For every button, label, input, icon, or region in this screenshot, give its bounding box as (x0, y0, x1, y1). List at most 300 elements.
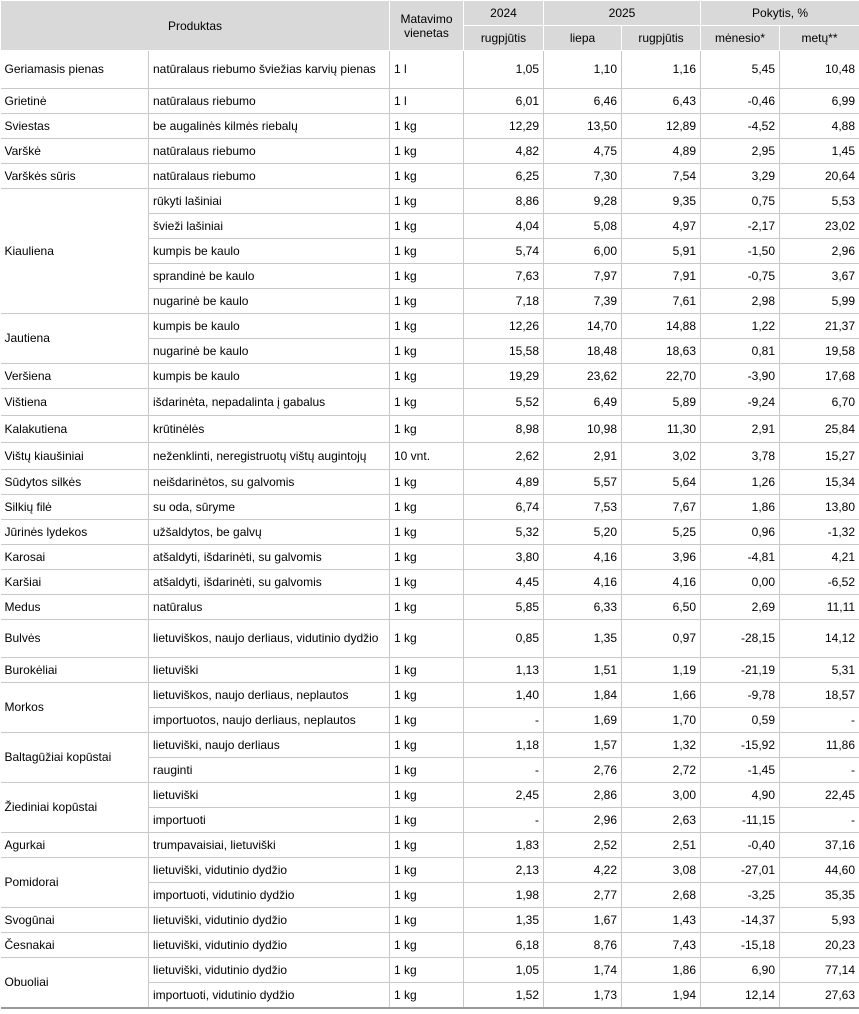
price-aug-2024: 3,80 (464, 545, 544, 570)
monthly-change: 6,90 (701, 958, 780, 983)
yearly-change: - (780, 808, 859, 833)
monthly-change: -3,25 (701, 883, 780, 908)
unit-cell: 1 kg (390, 314, 464, 339)
price-aug-2025: 5,25 (622, 520, 701, 545)
price-aug-2024: 8,86 (464, 189, 544, 214)
price-jul-2025: 14,70 (544, 314, 622, 339)
monthly-change: 0,81 (701, 339, 780, 364)
product-group: Burokėliai (1, 658, 149, 683)
price-aug-2025: 5,89 (622, 389, 701, 416)
monthly-change: -0,75 (701, 264, 780, 289)
yearly-change: 14,12 (780, 620, 859, 658)
yearly-change: 20,23 (780, 933, 859, 958)
unit-cell: 1 kg (390, 883, 464, 908)
table-row (1, 783, 859, 808)
product-group: Varškės sūris (1, 164, 149, 189)
product-group: Karšiai (1, 570, 149, 595)
price-jul-2025: 1,35 (544, 620, 622, 658)
price-aug-2024: 5,32 (464, 520, 544, 545)
monthly-change: -28,15 (701, 620, 780, 658)
price-aug-2024: - (464, 758, 544, 783)
price-aug-2025: 2,72 (622, 758, 701, 783)
product-description: natūralaus riebumo (149, 89, 390, 114)
table-row (1, 189, 859, 214)
price-jul-2025: 8,76 (544, 933, 622, 958)
table-row (1, 858, 859, 883)
yearly-change: 6,70 (780, 389, 859, 416)
product-description: užšaldytos, be galvų (149, 520, 390, 545)
product-description: lietuviški, vidutinio dydžio (149, 933, 390, 958)
product-group: Jautiena (1, 314, 149, 364)
product-group: Medus (1, 595, 149, 620)
price-aug-2025: 3,96 (622, 545, 701, 570)
product-description: lietuviškos, naujo derliaus, vidutinio dydžio (149, 620, 390, 658)
yearly-change: 5,31 (780, 658, 859, 683)
monthly-change: -11,15 (701, 808, 780, 833)
header-monthly-change: mėnesio* (701, 26, 780, 51)
price-jul-2025: 7,97 (544, 264, 622, 289)
product-description: rauginti (149, 758, 390, 783)
unit-cell: 1 l (390, 51, 464, 89)
monthly-change: -1,50 (701, 239, 780, 264)
product-group: Vištų kiaušiniai (1, 443, 149, 470)
price-aug-2025: 3,02 (622, 443, 701, 470)
unit-cell: 1 kg (390, 570, 464, 595)
product-description: lietuviški, naujo derliaus (149, 733, 390, 758)
price-aug-2024: - (464, 708, 544, 733)
product-group: Sviestas (1, 114, 149, 139)
price-aug-2024: 1,52 (464, 983, 544, 1009)
yearly-change: 35,35 (780, 883, 859, 908)
monthly-change: -15,92 (701, 733, 780, 758)
monthly-change: -15,18 (701, 933, 780, 958)
product-description: lietuviškos, naujo derliaus, neplautos (149, 683, 390, 708)
product-description: natūralus (149, 595, 390, 620)
product-group: Varškė (1, 139, 149, 164)
price-jul-2025: 1,67 (544, 908, 622, 933)
table-row (1, 314, 859, 339)
table-row (1, 620, 859, 658)
price-jul-2025: 5,08 (544, 214, 622, 239)
table-body (1, 51, 859, 1009)
price-aug-2025: 14,88 (622, 314, 701, 339)
price-aug-2025: 7,91 (622, 264, 701, 289)
product-description: sprandinė be kaulo (149, 264, 390, 289)
price-aug-2024: 4,04 (464, 214, 544, 239)
price-jul-2025: 6,49 (544, 389, 622, 416)
yearly-change: 13,80 (780, 495, 859, 520)
unit-cell: 1 kg (390, 339, 464, 364)
price-aug-2024: 5,74 (464, 239, 544, 264)
product-group: Vištiena (1, 389, 149, 416)
price-jul-2025: 5,57 (544, 470, 622, 495)
price-aug-2024: 12,26 (464, 314, 544, 339)
table-row (1, 416, 859, 443)
yearly-change: 21,37 (780, 314, 859, 339)
monthly-change: -4,81 (701, 545, 780, 570)
table-row (1, 114, 859, 139)
unit-cell: 1 kg (390, 908, 464, 933)
monthly-change: 1,86 (701, 495, 780, 520)
header-aug-2025: rugpjūtis (622, 26, 701, 51)
yearly-change: 4,21 (780, 545, 859, 570)
product-description: trumpavaisiai, lietuviški (149, 833, 390, 858)
yearly-change: 5,53 (780, 189, 859, 214)
monthly-change: 2,69 (701, 595, 780, 620)
table-row (1, 933, 859, 958)
product-group: Jūrinės lydekos (1, 520, 149, 545)
price-jul-2025: 4,22 (544, 858, 622, 883)
price-aug-2024: 4,89 (464, 470, 544, 495)
price-aug-2024: 1,05 (464, 958, 544, 983)
yearly-change: 1,45 (780, 139, 859, 164)
product-description: kumpis be kaulo (149, 314, 390, 339)
monthly-change: -9,24 (701, 389, 780, 416)
table-row (1, 833, 859, 858)
product-description: krūtinėlės (149, 416, 390, 443)
unit-cell: 1 kg (390, 239, 464, 264)
yearly-change: 23,02 (780, 214, 859, 239)
unit-cell: 1 kg (390, 289, 464, 314)
price-aug-2024: 1,18 (464, 733, 544, 758)
price-jul-2025: 7,30 (544, 164, 622, 189)
yearly-change: 11,11 (780, 595, 859, 620)
price-aug-2025: 1,66 (622, 683, 701, 708)
price-aug-2024: 6,74 (464, 495, 544, 520)
price-jul-2025: 7,53 (544, 495, 622, 520)
yearly-change: 77,14 (780, 958, 859, 983)
price-aug-2025: 2,51 (622, 833, 701, 858)
price-aug-2024: 1,35 (464, 908, 544, 933)
price-aug-2025: 11,30 (622, 416, 701, 443)
table-row (1, 364, 859, 389)
unit-cell: 10 vnt. (390, 443, 464, 470)
unit-cell: 1 kg (390, 758, 464, 783)
price-jul-2025: 1,84 (544, 683, 622, 708)
price-jul-2025: 4,16 (544, 545, 622, 570)
product-description: su oda, sūryme (149, 495, 390, 520)
table-row (1, 389, 859, 416)
price-jul-2025: 7,39 (544, 289, 622, 314)
table-row (1, 51, 859, 89)
price-aug-2025: 5,91 (622, 239, 701, 264)
yearly-change: 25,84 (780, 416, 859, 443)
product-description: kumpis be kaulo (149, 239, 390, 264)
unit-cell: 1 kg (390, 858, 464, 883)
monthly-change: -27,01 (701, 858, 780, 883)
price-jul-2025: 2,76 (544, 758, 622, 783)
price-aug-2025: 5,64 (622, 470, 701, 495)
table-row (1, 89, 859, 114)
price-aug-2024: 1,05 (464, 51, 544, 89)
price-aug-2025: 4,89 (622, 139, 701, 164)
price-aug-2025: 4,16 (622, 570, 701, 595)
yearly-change: - (780, 758, 859, 783)
monthly-change: -0,46 (701, 89, 780, 114)
unit-cell: 1 kg (390, 416, 464, 443)
price-jul-2025: 2,91 (544, 443, 622, 470)
monthly-change: 2,95 (701, 139, 780, 164)
monthly-change: -14,37 (701, 908, 780, 933)
yearly-change: 19,58 (780, 339, 859, 364)
unit-cell: 1 kg (390, 264, 464, 289)
yearly-change: 15,27 (780, 443, 859, 470)
price-aug-2025: 18,63 (622, 339, 701, 364)
monthly-change: 0,96 (701, 520, 780, 545)
yearly-change: -1,32 (780, 520, 859, 545)
product-group: Pomidorai (1, 858, 149, 908)
product-description: kumpis be kaulo (149, 364, 390, 389)
price-aug-2024: 1,40 (464, 683, 544, 708)
table-row (1, 595, 859, 620)
unit-cell: 1 kg (390, 658, 464, 683)
yearly-change: 3,67 (780, 264, 859, 289)
yearly-change: 22,45 (780, 783, 859, 808)
price-jul-2025: 1,73 (544, 983, 622, 1009)
product-description: importuotos, naujo derliaus, neplautos (149, 708, 390, 733)
product-description: natūralaus riebumo (149, 139, 390, 164)
product-group: Bulvės (1, 620, 149, 658)
yearly-change: 20,64 (780, 164, 859, 189)
unit-cell: 1 l (390, 89, 464, 114)
price-aug-2025: 3,08 (622, 858, 701, 883)
unit-cell: 1 kg (390, 595, 464, 620)
price-aug-2025: 1,86 (622, 958, 701, 983)
monthly-change: 5,45 (701, 51, 780, 89)
price-aug-2025: 6,50 (622, 595, 701, 620)
table-row (1, 683, 859, 708)
price-aug-2025: 3,00 (622, 783, 701, 808)
monthly-change: 1,26 (701, 470, 780, 495)
price-jul-2025: 2,52 (544, 833, 622, 858)
price-jul-2025: 6,46 (544, 89, 622, 114)
unit-cell: 1 kg (390, 733, 464, 758)
product-description: lietuviški (149, 658, 390, 683)
unit-cell: 1 kg (390, 495, 464, 520)
table-row (1, 658, 859, 683)
price-aug-2024: 1,98 (464, 883, 544, 908)
price-jul-2025: 2,96 (544, 808, 622, 833)
product-group: Grietinė (1, 89, 149, 114)
monthly-change: 4,90 (701, 783, 780, 808)
table-row (1, 443, 859, 470)
unit-cell: 1 kg (390, 470, 464, 495)
product-group: Agurkai (1, 833, 149, 858)
product-description: lietuviški, vidutinio dydžio (149, 858, 390, 883)
price-aug-2025: 1,32 (622, 733, 701, 758)
product-group: Česnakai (1, 933, 149, 958)
monthly-change: 0,75 (701, 189, 780, 214)
monthly-change: -4,52 (701, 114, 780, 139)
price-aug-2025: 0,97 (622, 620, 701, 658)
product-group: Geriamasis pienas (1, 51, 149, 89)
price-aug-2024: 2,13 (464, 858, 544, 883)
product-description: nugarinė be kaulo (149, 339, 390, 364)
price-jul-2025: 1,69 (544, 708, 622, 733)
product-group: Silkių filė (1, 495, 149, 520)
yearly-change: 5,99 (780, 289, 859, 314)
unit-cell: 1 kg (390, 783, 464, 808)
price-jul-2025: 13,50 (544, 114, 622, 139)
product-description: lietuviški, vidutinio dydžio (149, 908, 390, 933)
yearly-change: 44,60 (780, 858, 859, 883)
yearly-change: 5,93 (780, 908, 859, 933)
monthly-change: 3,78 (701, 443, 780, 470)
product-description: atšaldyti, išdarinėti, su galvomis (149, 570, 390, 595)
unit-cell: 1 kg (390, 114, 464, 139)
yearly-change: 2,96 (780, 239, 859, 264)
table-row (1, 733, 859, 758)
table-row (1, 164, 859, 189)
yearly-change: 18,57 (780, 683, 859, 708)
price-jul-2025: 5,20 (544, 520, 622, 545)
price-aug-2025: 1,43 (622, 908, 701, 933)
price-aug-2024: 7,63 (464, 264, 544, 289)
price-aug-2024: 2,62 (464, 443, 544, 470)
price-aug-2025: 2,68 (622, 883, 701, 908)
product-group: Baltagūžiai kopūstai (1, 733, 149, 783)
header-yearly-change: metų** (780, 26, 859, 51)
product-description: neženklinti, neregistruotų vištų augintojų (149, 443, 390, 470)
price-aug-2024: 8,98 (464, 416, 544, 443)
price-jul-2025: 4,75 (544, 139, 622, 164)
product-description: neišdarinėtos, su galvomis (149, 470, 390, 495)
product-description: išdarinėta, nepadalinta į gabalus (149, 389, 390, 416)
price-aug-2024: 7,18 (464, 289, 544, 314)
price-aug-2025: 22,70 (622, 364, 701, 389)
price-aug-2024: 4,82 (464, 139, 544, 164)
unit-cell: 1 kg (390, 983, 464, 1009)
price-aug-2025: 7,67 (622, 495, 701, 520)
unit-cell: 1 kg (390, 389, 464, 416)
table-row (1, 570, 859, 595)
unit-cell: 1 kg (390, 189, 464, 214)
unit-cell: 1 kg (390, 708, 464, 733)
product-group: Kiauliena (1, 189, 149, 314)
unit-cell: 1 kg (390, 164, 464, 189)
yearly-change: 4,88 (780, 114, 859, 139)
monthly-change: 2,98 (701, 289, 780, 314)
monthly-change: -1,45 (701, 758, 780, 783)
unit-cell: 1 kg (390, 808, 464, 833)
price-jul-2025: 2,77 (544, 883, 622, 908)
price-aug-2025: 4,97 (622, 214, 701, 239)
price-aug-2024: - (464, 808, 544, 833)
product-group: Veršiena (1, 364, 149, 389)
unit-cell: 1 kg (390, 520, 464, 545)
product-description: natūralaus riebumo šviežias karvių pienas (149, 51, 390, 89)
yearly-change: -6,52 (780, 570, 859, 595)
unit-cell: 1 kg (390, 958, 464, 983)
product-description: importuoti (149, 808, 390, 833)
price-jul-2025: 2,86 (544, 783, 622, 808)
product-description: be augalinės kilmės riebalų (149, 114, 390, 139)
unit-cell: 1 kg (390, 214, 464, 239)
yearly-change: - (780, 708, 859, 733)
price-aug-2024: 6,01 (464, 89, 544, 114)
price-aug-2024: 1,13 (464, 658, 544, 683)
price-aug-2025: 2,63 (622, 808, 701, 833)
product-group: Karosai (1, 545, 149, 570)
price-aug-2024: 5,52 (464, 389, 544, 416)
price-aug-2024: 6,25 (464, 164, 544, 189)
price-aug-2025: 1,19 (622, 658, 701, 683)
yearly-change: 37,16 (780, 833, 859, 858)
yearly-change: 15,34 (780, 470, 859, 495)
yearly-change: 6,99 (780, 89, 859, 114)
price-jul-2025: 9,28 (544, 189, 622, 214)
table-row (1, 139, 859, 164)
unit-cell: 1 kg (390, 364, 464, 389)
product-group: Svogūnai (1, 908, 149, 933)
product-description: importuoti, vidutinio dydžio (149, 883, 390, 908)
product-description: natūralaus riebumo (149, 164, 390, 189)
monthly-change: -2,17 (701, 214, 780, 239)
table-row (1, 520, 859, 545)
monthly-change: -0,40 (701, 833, 780, 858)
yearly-change: 10,48 (780, 51, 859, 89)
product-group: Morkos (1, 683, 149, 733)
monthly-change: 0,00 (701, 570, 780, 595)
price-aug-2024: 2,45 (464, 783, 544, 808)
price-aug-2025: 1,16 (622, 51, 701, 89)
product-group: Kalakutiena (1, 416, 149, 443)
price-aug-2024: 0,85 (464, 620, 544, 658)
price-jul-2025: 10,98 (544, 416, 622, 443)
unit-cell: 1 kg (390, 683, 464, 708)
product-description: rūkyti lašiniai (149, 189, 390, 214)
price-aug-2025: 9,35 (622, 189, 701, 214)
header-change: Pokytis, % (701, 1, 859, 26)
product-description: lietuviški (149, 783, 390, 808)
monthly-change: 12,14 (701, 983, 780, 1009)
price-jul-2025: 18,48 (544, 339, 622, 364)
product-group: Žiediniai kopūstai (1, 783, 149, 833)
header-year-2025: 2025 (544, 1, 701, 26)
price-aug-2024: 12,29 (464, 114, 544, 139)
table-row (1, 545, 859, 570)
price-aug-2024: 5,85 (464, 595, 544, 620)
header-year-2024: 2024 (464, 1, 544, 26)
product-description: švieži lašiniai (149, 214, 390, 239)
table-row (1, 908, 859, 933)
table-row (1, 495, 859, 520)
price-aug-2025: 6,43 (622, 89, 701, 114)
price-aug-2024: 6,18 (464, 933, 544, 958)
price-aug-2024: 4,45 (464, 570, 544, 595)
header-jul-2025: liepa (544, 26, 622, 51)
header-unit: Matavimo vienetas (390, 1, 464, 51)
price-jul-2025: 6,00 (544, 239, 622, 264)
header-aug-2024: rugpjūtis (464, 26, 544, 51)
price-aug-2025: 7,43 (622, 933, 701, 958)
table-row (1, 958, 859, 983)
unit-cell: 1 kg (390, 545, 464, 570)
price-aug-2025: 1,70 (622, 708, 701, 733)
price-jul-2025: 1,57 (544, 733, 622, 758)
price-jul-2025: 6,33 (544, 595, 622, 620)
unit-cell: 1 kg (390, 139, 464, 164)
product-description: nugarinė be kaulo (149, 289, 390, 314)
unit-cell: 1 kg (390, 833, 464, 858)
unit-cell: 1 kg (390, 620, 464, 658)
monthly-change: -3,90 (701, 364, 780, 389)
unit-cell: 1 kg (390, 933, 464, 958)
price-aug-2024: 1,83 (464, 833, 544, 858)
yearly-change: 11,86 (780, 733, 859, 758)
table-row (1, 470, 859, 495)
price-jul-2025: 1,74 (544, 958, 622, 983)
